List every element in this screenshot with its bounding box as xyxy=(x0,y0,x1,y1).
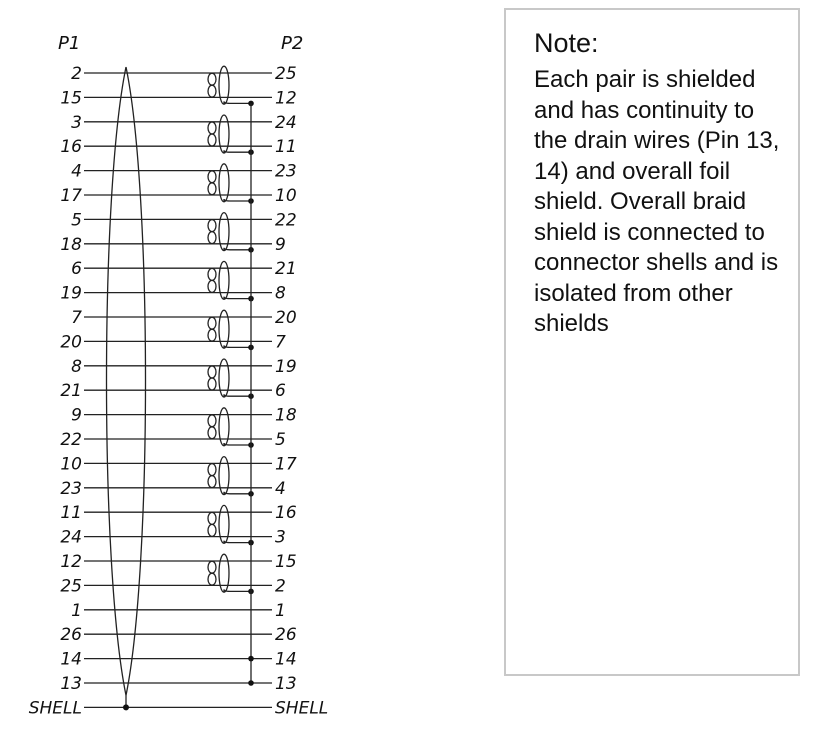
p1-pin-label: 23 xyxy=(60,478,82,499)
p1-pin-label: 13 xyxy=(60,674,82,694)
p1-pin-label: 7 xyxy=(71,308,82,328)
twist-loop xyxy=(208,524,216,536)
p1-pin-label: 6 xyxy=(71,259,82,280)
pair-shield-ellipse xyxy=(219,408,229,446)
p1-pin-label: 8 xyxy=(71,356,82,377)
pin-label-group xyxy=(29,64,329,718)
drain-wire xyxy=(224,150,251,153)
p1-pin-label: 14 xyxy=(60,649,82,670)
p1-pin-label: 19 xyxy=(60,283,82,304)
p1-pin-label: SHELL xyxy=(28,698,82,719)
p1-pin-label: 5 xyxy=(71,210,82,231)
note-body: Each pair is shielded and has continuity to the drain wires (Pin 13, 14) and overall foil shield. Overall braid shield is connected to connector shells and is isolated from other shields xyxy=(534,66,780,337)
p1-pin-label: 1 xyxy=(71,600,82,621)
drain-wire xyxy=(224,199,251,202)
pair-shield-ellipse xyxy=(219,261,229,299)
p1-pin-label: 10 xyxy=(60,454,82,475)
p1-pin-label: 2 xyxy=(71,64,82,84)
twist-loop xyxy=(208,561,216,573)
p2-pin-label: 14 xyxy=(275,649,297,670)
pair-shield-ellipse xyxy=(219,164,229,202)
p1-pin-label: 26 xyxy=(60,625,82,646)
p1-pin-label: 16 xyxy=(60,137,82,158)
p1-pin-label: 9 xyxy=(71,405,82,426)
pair-shield-ellipse xyxy=(219,359,229,397)
p1-pin-label: 11 xyxy=(60,503,82,524)
p2-pin-label: 12 xyxy=(275,88,297,109)
p1-pin-label: 15 xyxy=(60,88,82,109)
drain-wire xyxy=(224,589,251,592)
p2-pin-label: 8 xyxy=(275,283,286,304)
p2-pin-label: SHELL xyxy=(275,698,329,719)
twist-loop xyxy=(208,476,216,488)
twist-loop xyxy=(208,512,216,524)
p2-pin-label: 21 xyxy=(275,259,297,280)
drain-wire xyxy=(224,394,251,397)
p2-pin-label: 17 xyxy=(275,454,297,475)
pair-shield-ellipse xyxy=(219,310,229,348)
p1-pin-label: 20 xyxy=(60,332,82,353)
p2-pin-label: 4 xyxy=(275,478,286,499)
pair-shield-ellipse xyxy=(219,554,229,592)
p2-pin-label: 20 xyxy=(275,308,297,328)
p1-connector-label: P1 xyxy=(58,33,81,54)
p2-pin-label: 18 xyxy=(275,405,297,426)
p2-pin-label: 3 xyxy=(275,527,286,548)
p2-pin-label: 11 xyxy=(275,137,297,158)
twist-loop xyxy=(208,134,216,146)
note-box xyxy=(504,8,800,676)
pair-shield-ellipse xyxy=(219,457,229,495)
p1-pin-label: 18 xyxy=(60,234,82,255)
twist-loop xyxy=(208,232,216,244)
p2-pin-label: 10 xyxy=(275,186,297,206)
p2-pin-label: 5 xyxy=(275,430,286,450)
p1-pin-label: 22 xyxy=(60,430,82,450)
p1-pin-label: 12 xyxy=(60,552,82,572)
twist-loop xyxy=(208,280,216,292)
pair-shield-ellipse xyxy=(219,213,229,251)
twist-loop xyxy=(208,85,216,97)
drain-wire xyxy=(224,101,251,104)
twist-loop xyxy=(208,464,216,476)
p2-pin-label: 2 xyxy=(275,576,286,597)
p2-pin-label: 25 xyxy=(275,64,297,84)
p2-pin-label: 7 xyxy=(275,332,286,353)
p2-pin-label: 19 xyxy=(275,356,297,377)
drain-wire xyxy=(224,492,251,495)
twist-loop xyxy=(208,317,216,329)
twist-loop xyxy=(208,573,216,585)
p2-pin-label: 1 xyxy=(275,600,286,621)
drain-wire xyxy=(224,541,251,544)
twist-loop xyxy=(208,268,216,280)
twist-loop xyxy=(208,73,216,85)
pair-shield-ellipse xyxy=(219,505,229,543)
p1-pin-label: 24 xyxy=(60,527,82,548)
p2-pin-label: 24 xyxy=(275,112,297,133)
p2-pin-label: 6 xyxy=(275,381,286,402)
p2-connector-label: P2 xyxy=(281,33,304,54)
twist-loop xyxy=(208,415,216,427)
drain-wire xyxy=(224,297,251,300)
junction-dot xyxy=(248,656,254,662)
p2-pin-label: 15 xyxy=(275,552,297,572)
twist-loop xyxy=(208,366,216,378)
p1-pin-label: 4 xyxy=(71,161,82,182)
twist-loop xyxy=(208,122,216,134)
p2-pin-label: 22 xyxy=(275,210,297,231)
twist-loop xyxy=(208,329,216,341)
overall-shield-outline xyxy=(107,67,146,695)
p1-pin-label: 17 xyxy=(60,186,82,206)
pair-shield-ellipse xyxy=(219,115,229,153)
drain-wire xyxy=(224,345,251,348)
p2-pin-label: 16 xyxy=(275,503,297,524)
pair-shield-ellipse xyxy=(219,66,229,104)
twist-loop xyxy=(208,427,216,439)
junction-dot xyxy=(248,680,254,686)
twist-loop xyxy=(208,378,216,390)
twist-loop xyxy=(208,171,216,183)
drain-wire xyxy=(224,443,251,446)
note-title: Note: xyxy=(534,28,599,58)
wire-group xyxy=(84,66,272,710)
p1-pin-label: 21 xyxy=(60,381,82,402)
drain-wire xyxy=(224,248,251,251)
p2-pin-label: 23 xyxy=(275,161,297,182)
p1-pin-label: 3 xyxy=(71,112,82,133)
p1-pin-label: 25 xyxy=(60,576,82,597)
twist-loop xyxy=(208,220,216,232)
shell-junction-dot xyxy=(123,704,129,710)
twist-loop xyxy=(208,183,216,195)
p2-pin-label: 9 xyxy=(275,234,286,255)
p2-pin-label: 13 xyxy=(275,674,297,694)
p2-pin-label: 26 xyxy=(275,625,297,646)
